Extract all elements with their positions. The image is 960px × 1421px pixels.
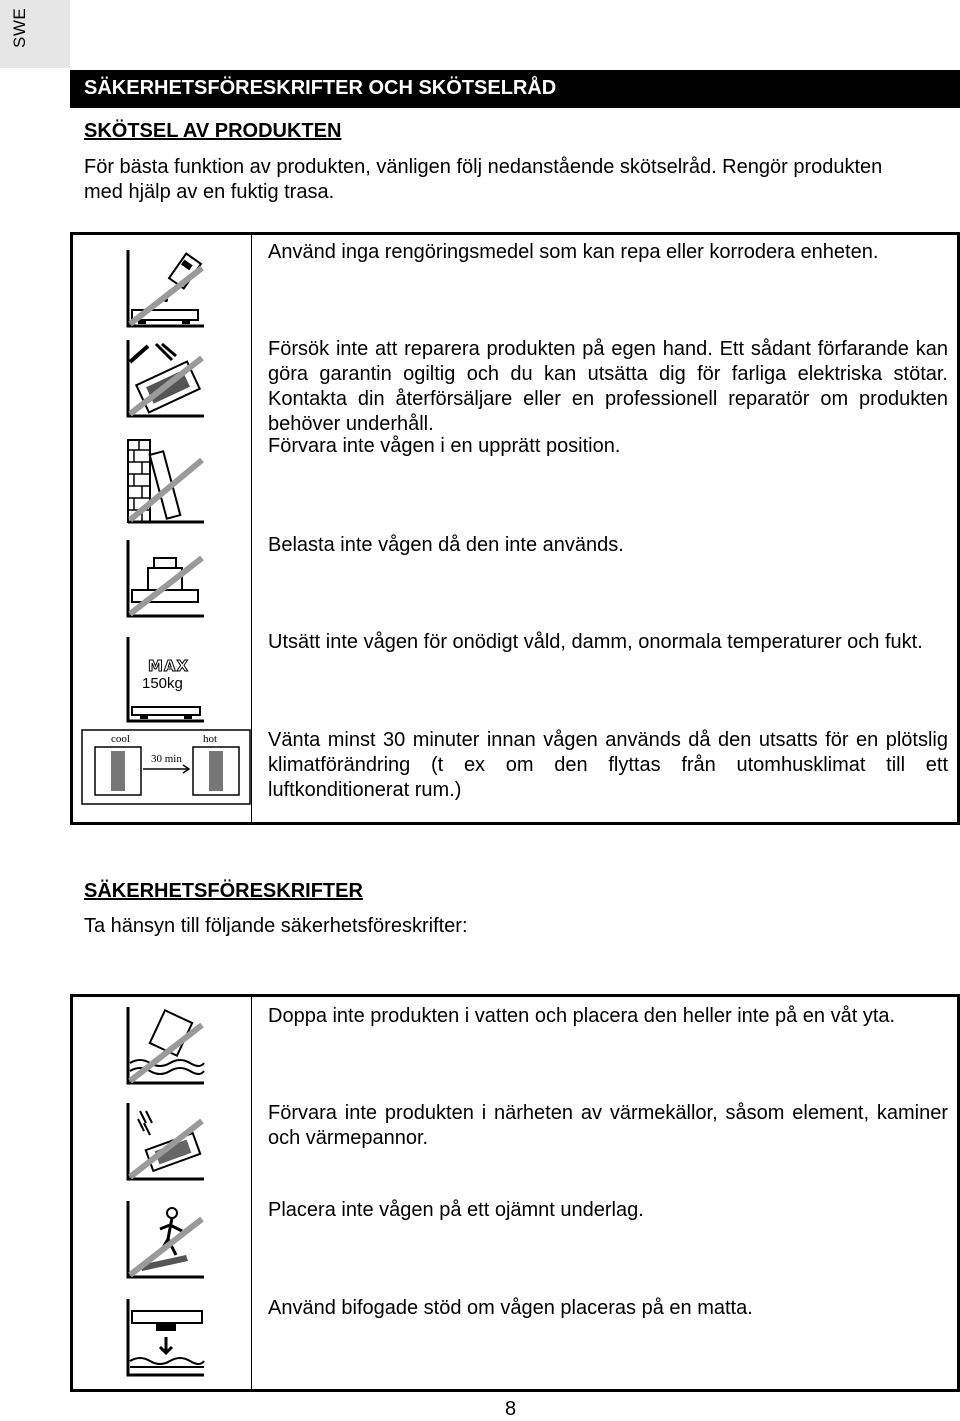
no-upright-storage-icon: [126, 438, 206, 524]
care-heading: SKÖTSEL AV PRODUKTEN: [84, 120, 342, 142]
care-item-1: Använd inga rengöringsmedel som kan repa eller korrodera enheten.: [268, 241, 879, 263]
care-intro-line-1: För bästa funktion av produkten, vänligen följ nedanstående skötselråd. Rengör produkten: [84, 156, 883, 178]
safety-item-4: Använd bifogade stöd om vågen placeras på en matta.: [268, 1297, 753, 1319]
care-intro-line-2: med hjälp av en fuktig trasa.: [84, 181, 335, 203]
safety-item-2: Förvara inte produkten i närheten av värmekällor, såsom element, kaminer och värmepannor.: [268, 1102, 948, 1149]
table-divider: [251, 235, 252, 822]
safety-item-3: Placera inte vågen på ett ojämnt underlag.: [268, 1199, 644, 1221]
section-banner: SÄKERHETSFÖRESKRIFTER OCH SKÖTSELRÅD: [70, 70, 960, 108]
table-divider: [251, 997, 252, 1389]
climate-wait-icon: [81, 729, 251, 805]
cool-label: cool: [111, 733, 130, 745]
hot-label: hot: [203, 733, 218, 745]
wait-label: 30 min: [151, 753, 182, 765]
page-number: 8: [505, 1398, 517, 1420]
language-label: SWE: [10, 7, 29, 48]
no-repair-tools-icon: [126, 338, 206, 418]
care-instructions-table: [70, 232, 960, 825]
safety-heading: SÄKERHETSFÖRESKRIFTER: [84, 880, 363, 902]
language-tab: [0, 0, 70, 68]
max-label: MAX: [148, 657, 190, 675]
no-uneven-surface-icon: [126, 1199, 206, 1279]
care-item-2: Försök inte att reparera produkten på egen hand. Ett sådant förfarande kan göra garantin ogiltig och du kan utsätta dig för farliga elektriska stötar. Kontakta din återförsäljare eller en professionell reparatör om produkten behöver underhåll.: [268, 338, 948, 435]
safety-item-1: Doppa inte produkten i vatten och placera den heller inte på en våt yta.: [268, 1005, 896, 1027]
safety-intro: Ta hänsyn till följande säkerhetsföreskrifter:: [84, 915, 468, 937]
no-cleaning-agent-icon: [126, 248, 206, 328]
carpet-feet-icon: [126, 1297, 206, 1377]
care-item-5: Utsätt inte vågen för onödigt våld, damm, onormala temperaturer och fukt.: [268, 631, 923, 653]
care-item-4: Belasta inte vågen då den inte används.: [268, 534, 624, 556]
safety-instructions-table: [70, 994, 960, 1392]
no-load-icon: [126, 538, 206, 618]
no-water-icon: [126, 1005, 206, 1085]
care-item-6: Vänta minst 30 minuter innan vågen används då den utsatts för en plötslig klimatförändring (t ex om den flyttas från utomhusklimat till ett luftkonditionerat rum.): [268, 729, 948, 801]
max-value: 150kg: [142, 675, 183, 692]
care-item-3: Förvara inte vågen i en upprätt position.: [268, 435, 621, 457]
max-load-icon: [126, 635, 206, 725]
no-heat-icon: [126, 1101, 206, 1181]
